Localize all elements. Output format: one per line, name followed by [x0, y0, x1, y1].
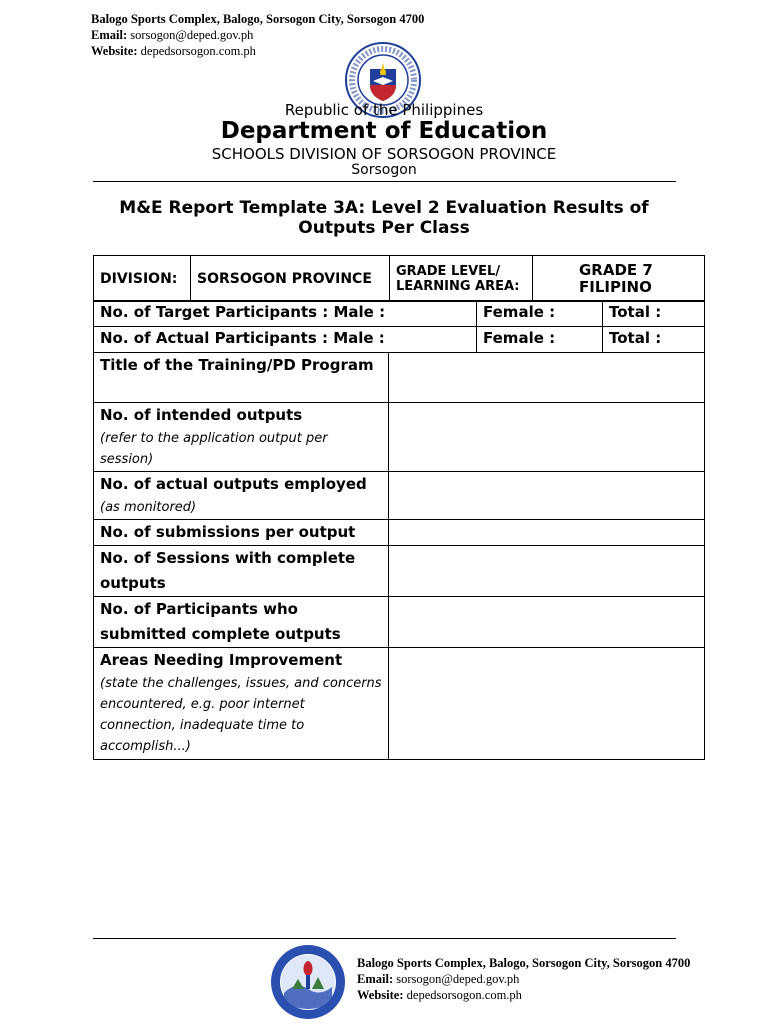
table-row: [94, 403, 705, 472]
sorsogon-division-logo-icon: [268, 943, 348, 1021]
target-female-label: Female :: [477, 301, 603, 327]
info-row: [94, 256, 705, 302]
header-website: depedsorsogon.com.ph: [140, 44, 256, 58]
row-note: (refer to the application output per session): [100, 431, 328, 467]
answer-cell[interactable]: [389, 520, 705, 546]
footer-address: Balogo Sports Complex, Balogo, Sorsogon City, Sorsogon 4700: [357, 956, 691, 970]
answer-cell[interactable]: [389, 648, 705, 760]
row-note: (state the challenges, issues, and concerns encountered, e.g. poor internet connection, inadequate time to accomplish...): [100, 676, 382, 754]
info-table: [93, 255, 705, 302]
division-line: SCHOOLS DIVISION OF SORSOGON PROVINCE: [211, 145, 557, 163]
target-total-label: Total :: [603, 301, 705, 327]
grade-level-label: GRADE LEVEL/ LEARNING AREA:: [390, 256, 533, 302]
row-label: Areas Needing Improvement: [100, 651, 343, 669]
table-row: [94, 597, 705, 648]
footer-divider: [93, 938, 676, 939]
row-label: Title of the Training/PD Program: [100, 356, 374, 374]
republic-line: Republic of the Philippines: [284, 101, 484, 119]
footer-contact: [357, 955, 690, 1003]
actual-participants-label: No. of Actual Participants : Male :: [94, 327, 477, 353]
division-label: DIVISION:: [94, 256, 191, 302]
actual-female-label: Female :: [477, 327, 603, 353]
header-address: Balogo Sports Complex, Balogo, Sorsogon City, Sorsogon 4700: [91, 12, 425, 26]
answer-cell[interactable]: [389, 546, 705, 597]
footer-website-line: Website: depedsorsogon.com.ph: [357, 988, 522, 1002]
actual-participants-row: [94, 327, 705, 353]
row-label: No. of Sessions with complete outputs: [100, 549, 356, 592]
row-label: No. of Participants who submitted complete outputs: [100, 600, 341, 643]
header-website-line: Website: depedsorsogon.com.ph: [91, 44, 256, 58]
row-label: No. of submissions per output: [100, 523, 356, 541]
footer-email-line: Email: sorsogon@deped.gov.ph: [357, 972, 520, 986]
target-participants-row: [94, 301, 705, 327]
answer-cell[interactable]: [389, 597, 705, 648]
grade-level-value: GRADE 7 FILIPINO: [533, 256, 705, 302]
department-title: Department of Education: [220, 118, 548, 144]
table-row: [94, 546, 705, 597]
answer-cell[interactable]: [389, 353, 705, 403]
answer-cell[interactable]: [389, 472, 705, 520]
row-label: No. of actual outputs employed: [100, 475, 367, 493]
row-label: No. of intended outputs: [100, 406, 303, 424]
table-row: [94, 472, 705, 520]
target-participants-label: No. of Target Participants : Male :: [94, 301, 477, 327]
table-row: [94, 520, 705, 546]
evaluation-table: [93, 352, 705, 760]
footer-website: depedsorsogon.com.ph: [406, 988, 522, 1002]
row-note: (as monitored): [100, 500, 197, 515]
table-row: [94, 353, 705, 403]
city-line: Sorsogon: [351, 162, 417, 178]
table-row: [94, 648, 705, 760]
participants-table: [93, 300, 705, 353]
header-email-line: Email: sorsogon@deped.gov.ph: [91, 28, 254, 42]
answer-cell[interactable]: [389, 403, 705, 472]
division-value: SORSOGON PROVINCE: [191, 256, 390, 302]
header-email: sorsogon@deped.gov.ph: [130, 28, 254, 42]
report-title: M&E Report Template 3A: Level 2 Evaluation Results of Outputs Per Class: [119, 198, 649, 238]
header-divider: [93, 181, 676, 182]
footer-email: sorsogon@deped.gov.ph: [396, 972, 520, 986]
actual-total-label: Total :: [603, 327, 705, 353]
